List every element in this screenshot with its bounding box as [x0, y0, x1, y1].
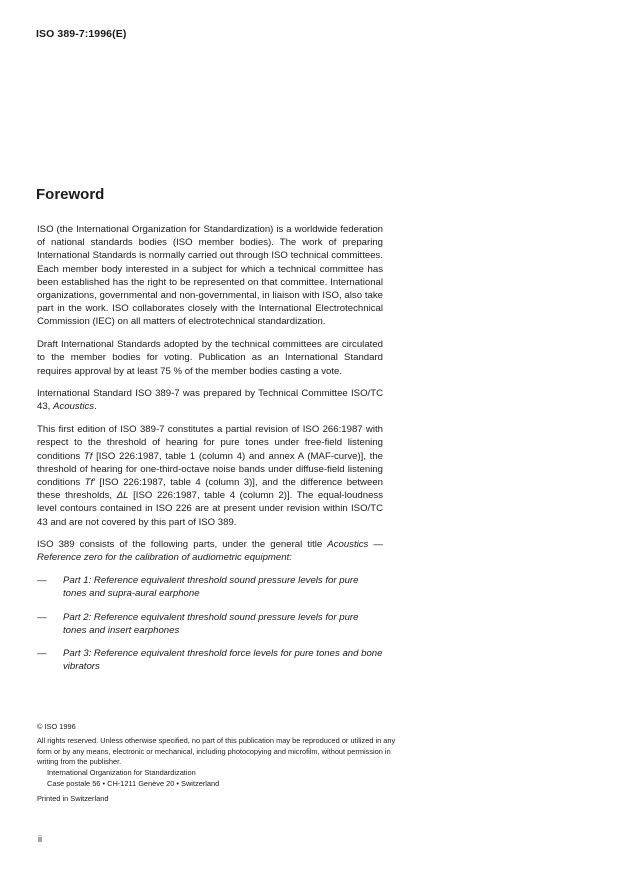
symbol-tf: Tf [83, 450, 93, 462]
symbol-delta-l: ΔL [116, 490, 129, 502]
text-run: This first edition of ISO 389-7 constitutes a partial revision of ISO 266:1987 with respect to the threshold of hearing for pure tones under free-field listening conditions [37, 424, 383, 462]
printed-in: Printed in Switzerland [37, 793, 109, 803]
list-item-text: Part 3: Reference equivalent threshold force levels for pure tones and bone vibrators [63, 647, 383, 673]
organization-name: International Organization for Standardization [47, 768, 196, 778]
paragraph-draft-standards: Draft International Standards adopted by the technical committees are circulated to the member bodies for voting. Publication as an International Standard requires approval by at least 75 % of the member bodies casting a vote. [37, 339, 383, 377]
committee-title: Acoustics [53, 401, 95, 413]
list-item-text: Part 1: Reference equivalent threshold sound pressure levels for pure tones and supra-aural earphone [63, 575, 359, 600]
text-run: International Standard ISO 389-7 was prepared by Technical Committee ISO/TC 43, [37, 388, 383, 413]
text-run: [ISO 226:1987, table 1 (column 4) and annex A (MAF-curve)], the threshold of hearing for one-third-octave noise bands under diffuse-field listening conditions [37, 450, 383, 488]
series-title: Acoustics — Reference zero for the calibration of audiometric equipment: [37, 539, 383, 564]
copyright-block [37, 722, 397, 805]
list-item-part-2 [37, 611, 383, 637]
list-item-text: Part 2: Reference equivalent threshold sound pressure levels for pure tones and insert earphones [63, 611, 359, 636]
symbol-tf-prime: Tf′ [84, 476, 95, 488]
list-item-part-3 [37, 647, 383, 673]
list-dash: — [37, 647, 47, 659]
paragraph-parts-intro [37, 538, 383, 564]
page-title: Foreword [36, 186, 105, 203]
paragraph-first-edition [37, 423, 383, 529]
foreword-body [37, 223, 383, 683]
text-run: [ISO 226:1987, table 4 (column 2)]. The equal-loudness level contours contained in ISO 226 are at present under revision within ISO/TC 43 and are not covered by this part of ISO 389. [37, 490, 384, 528]
text-run: . [94, 401, 97, 413]
list-dash: — [37, 575, 47, 587]
page-number: ii [38, 834, 42, 844]
organization-address: Case postale 56 • CH-1211 Genève 20 • Switzerland [47, 778, 220, 788]
list-dash: — [37, 611, 47, 623]
paragraph-iso-intro: ISO (the International Organization for Standardization) is a worldwide federation of national standards bodies (ISO member bodies). The work of preparing International Standards is normally carried out through ISO technical committees. Each member body interested in a subject for which a technical committee has been established has the right to be represented on that committee. International organizations, governmental and non-governmental, in liaison with ISO, also take part in the work. ISO collaborates closely with the International Electrotechnical Commission (IEC) on all matters of electrotechnical standardization. [37, 224, 383, 328]
paragraph-prepared-by [37, 387, 383, 413]
text-run: ISO 389 consists of the following parts, under the general title [37, 539, 328, 551]
text-run: [ISO 226:1987, table 4 (column 3)], and the difference between these thresholds, [37, 476, 383, 502]
rights-notice: All rights reserved. Unless otherwise specified, no part of this publication may be reproduced or utilized in any form or by any means, electronic or mechanical, including photocopying and microfilm, without permission in writing from the publisher. [37, 735, 396, 767]
list-item-part-1 [37, 574, 383, 600]
copyright-line: © ISO 1996 [37, 722, 76, 731]
document-id: ISO 389-7:1996(E) [36, 28, 127, 40]
